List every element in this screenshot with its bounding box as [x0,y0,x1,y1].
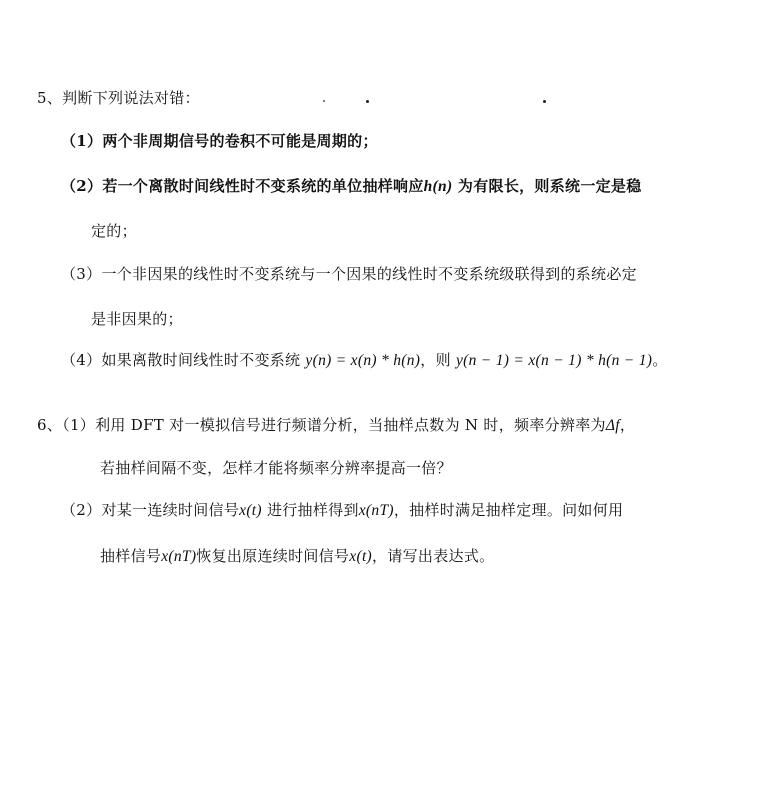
math-h-n: h(n) [423,178,453,195]
math-x-t: x(t) [239,502,262,519]
math-x-nT: x(nT) [161,548,197,565]
scan-speck [366,100,369,103]
question-6-item-2-line-1: （2）对某一连续时间信号x(t) 进行抽样得到x(nT)，抽样时满足抽样定理。问如何用 [61,501,624,519]
question-5-item-1: （1）两个非周期信号的卷积不可能是周期的； [61,132,378,150]
scan-speck [323,100,325,102]
question-5-item-4: （4）如果离散时间线性时不变系统 y(n) = x(n) * h(n)，则 y(n − 1) = x(n − 1) * h(n − 1)。 [61,351,668,369]
question-6-item-1-line-1: 6、（1）利用 DFT 对一模拟信号进行频谱分析，当抽样点数为 N 时，频率分辨率为Δf， [37,416,636,434]
question-5-item-3-line-1: （3）一个非因果的线性时不变系统与一个因果的线性时不变系统级联得到的系统必定 [61,265,637,283]
question-5-item-3-line-2: 是非因果的； [91,310,183,328]
question-6-item-2-line-2: 抽样信号x(nT)恢复出原连续时间信号x(t)，请写出表达式。 [100,547,495,565]
scan-speck [543,100,546,103]
math-delta-f: Δf [605,417,620,434]
math-convolution-1: y(n) = x(n) * h(n) [305,352,421,369]
math-convolution-2: y(n − 1) = x(n − 1) * h(n − 1) [455,352,653,369]
question-5-title: 5、判断下列说法对错： [37,89,200,107]
math-x-t: x(t) [349,548,373,565]
question-5-item-2-line-2: 定的； [91,222,137,240]
question-6-item-1-line-2: 若抽样间隔不变，怎样才能将频率分辨率提高一倍？ [100,459,452,477]
math-x-nT: x(nT) [358,502,394,519]
question-5-item-2-line-1: （2）若一个离散时间线性时不变系统的单位抽样响应h(n) 为有限长，则系统一定是稳 [61,177,642,195]
